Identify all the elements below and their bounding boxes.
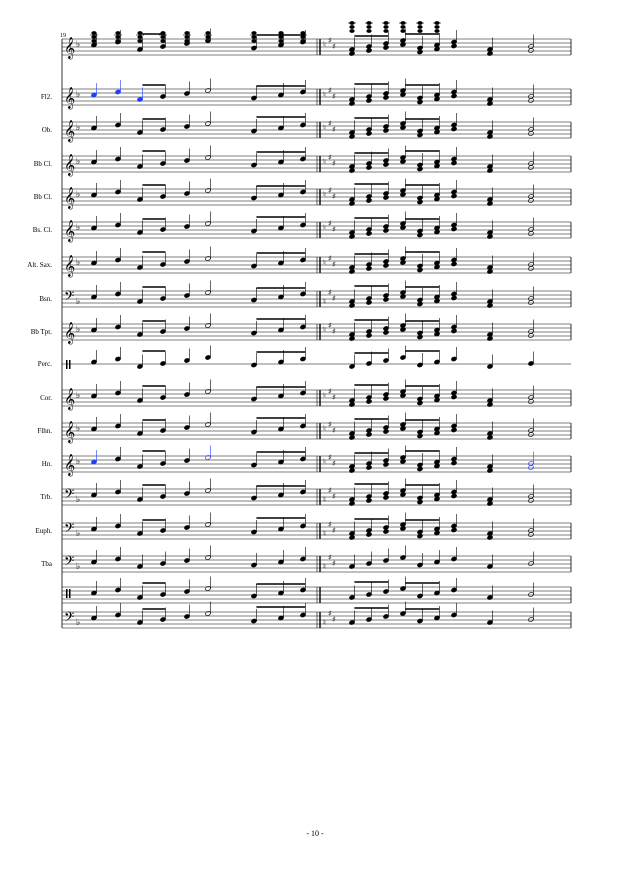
- note-head: [366, 532, 372, 537]
- sharp-icon: ♯: [332, 192, 336, 201]
- flat-icon: ♭: [76, 90, 81, 100]
- note-head: [383, 396, 389, 401]
- sharp-icon: ♯: [328, 254, 332, 263]
- note-head: [400, 426, 406, 431]
- note-head: [383, 195, 389, 200]
- note-head: [366, 465, 372, 470]
- note-head: [487, 201, 493, 206]
- bass-clef-icon: 𝄢: [64, 486, 75, 505]
- natural-icon: ♮: [323, 495, 326, 504]
- note-head: [278, 39, 283, 43]
- note-head: [366, 498, 372, 503]
- note-head: [366, 432, 372, 437]
- percussion-clef-icon: [66, 360, 68, 369]
- note-head: [528, 532, 534, 537]
- note-head: [451, 493, 457, 498]
- note-head: [400, 492, 406, 497]
- natural-icon: ♮: [323, 297, 326, 306]
- note-head: [487, 435, 493, 440]
- note-head: [349, 51, 355, 56]
- treble-clef-icon: 𝄞: [64, 120, 76, 142]
- note-head: [400, 327, 406, 332]
- note-head: [349, 234, 355, 239]
- instrument-label: Tba: [41, 560, 52, 568]
- note-head: [400, 393, 406, 398]
- sharp-icon: ♯: [328, 453, 332, 462]
- note-head: [184, 35, 189, 39]
- note-head: [400, 29, 405, 33]
- sharp-icon: ♯: [328, 219, 332, 228]
- note-head: [349, 501, 355, 506]
- note-head: [300, 39, 305, 43]
- note-head: [349, 201, 355, 206]
- note-head: [383, 45, 389, 50]
- note-head: [137, 39, 142, 43]
- flat-icon: ♭: [76, 40, 81, 50]
- bass-clef-icon: 𝄢: [64, 609, 75, 628]
- sharp-icon: ♯: [332, 260, 336, 269]
- note-head: [278, 35, 283, 39]
- natural-icon: ♮: [323, 529, 326, 538]
- sharp-icon: ♯: [332, 294, 336, 303]
- note-head: [417, 433, 423, 438]
- note-head: [366, 29, 371, 33]
- sharp-icon: ♯: [328, 86, 332, 95]
- note-head: [487, 168, 493, 173]
- note-head: [487, 134, 493, 139]
- note-head: [366, 198, 372, 203]
- staff-14: [40, 479, 571, 507]
- note-head: [417, 29, 422, 33]
- note-head: [528, 48, 534, 53]
- natural-icon: ♮: [323, 223, 326, 232]
- sharp-icon: ♯: [328, 387, 332, 396]
- note-head: [400, 92, 406, 97]
- flat-icon: ♭: [76, 618, 81, 628]
- sharp-icon: ♯: [332, 92, 336, 101]
- staff-7: [27, 247, 571, 279]
- note-head: [528, 333, 534, 338]
- staff-10: [38, 346, 571, 370]
- note-head: [91, 35, 96, 39]
- note-head: [451, 295, 457, 300]
- instrument-label: Trb.: [40, 493, 52, 501]
- treble-clef-icon: 𝄞: [64, 154, 76, 176]
- note-head: [300, 31, 305, 35]
- staff-18: [62, 602, 571, 629]
- note-head: [115, 39, 120, 43]
- natural-icon: ♮: [323, 618, 326, 627]
- note-head: [451, 460, 457, 465]
- percussion-clef-icon: [69, 589, 71, 598]
- staff-6: [33, 212, 571, 244]
- note-head: [487, 336, 493, 341]
- staff-9: [31, 314, 571, 346]
- note-head: [400, 25, 405, 29]
- note-head: [417, 49, 423, 54]
- note-head: [137, 31, 142, 35]
- note-head: [383, 297, 389, 302]
- natural-icon: ♮: [323, 457, 326, 466]
- note-head: [349, 101, 355, 106]
- flat-icon: ♭: [76, 123, 81, 133]
- note-head: [160, 39, 165, 43]
- instrument-label: Euph.: [35, 527, 52, 535]
- note-head: [528, 399, 534, 404]
- note-head: [366, 231, 372, 236]
- note-head: [349, 468, 355, 473]
- note-head: [417, 166, 423, 171]
- staff-8: [39, 281, 571, 309]
- note-head: [417, 267, 423, 272]
- note-head: [487, 269, 493, 274]
- note-head: [451, 193, 457, 198]
- note-head: [137, 35, 142, 39]
- note-head: [251, 35, 256, 39]
- staff-2: [41, 79, 571, 111]
- sharp-icon: ♯: [332, 225, 336, 234]
- staff-12: [37, 413, 571, 445]
- note-head: [91, 39, 96, 43]
- sharp-icon: ♯: [332, 492, 336, 501]
- note-head: [451, 427, 457, 432]
- flat-icon: ♭: [76, 495, 81, 505]
- note-head: [383, 330, 389, 335]
- note-head: [349, 134, 355, 139]
- instrument-label: Flhn.: [37, 427, 52, 435]
- note-head: [383, 529, 389, 534]
- note-head: [528, 300, 534, 305]
- natural-icon: ♮: [323, 90, 326, 99]
- flat-icon: ♭: [76, 457, 81, 467]
- sharp-icon: ♯: [332, 327, 336, 336]
- natural-icon: ♮: [323, 562, 326, 571]
- note-head: [91, 31, 96, 35]
- treble-clef-icon: 𝄞: [64, 421, 76, 443]
- flat-icon: ♭: [76, 258, 81, 268]
- treble-clef-icon: 𝄞: [64, 220, 76, 242]
- note-head: [349, 535, 355, 540]
- note-head: [278, 31, 283, 35]
- note-head: [366, 131, 372, 136]
- note-head: [451, 261, 457, 266]
- sharp-icon: ♯: [332, 559, 336, 568]
- treble-clef-icon: 𝄞: [64, 322, 76, 344]
- flat-icon: ♭: [76, 562, 81, 572]
- note-head: [383, 495, 389, 500]
- sharp-icon: ♯: [328, 553, 332, 562]
- note-head: [487, 402, 493, 407]
- note-head: [115, 35, 120, 39]
- note-head: [487, 234, 493, 239]
- flat-icon: ♭: [76, 297, 81, 307]
- note-head: [349, 303, 355, 308]
- sharp-icon: ♯: [332, 159, 336, 168]
- bass-clef-icon: 𝄢: [64, 553, 75, 572]
- note-head: [434, 29, 439, 33]
- note-head: [383, 429, 389, 434]
- sharp-icon: ♯: [328, 520, 332, 529]
- note-head: [251, 31, 256, 35]
- natural-icon: ♮: [323, 190, 326, 199]
- note-head: [383, 128, 389, 133]
- staff-17: [62, 577, 571, 604]
- note-head: [160, 31, 165, 35]
- staff-11: [40, 380, 571, 412]
- note-head: [487, 468, 493, 473]
- note-head: [417, 99, 423, 104]
- note-head: [417, 466, 423, 471]
- note-head: [349, 29, 354, 33]
- treble-clef-icon: 𝄞: [64, 37, 76, 59]
- percussion-clef-icon: [69, 360, 71, 369]
- note-head: [528, 231, 534, 236]
- note-head: [366, 300, 372, 305]
- note-head: [417, 400, 423, 405]
- note-head: [349, 269, 355, 274]
- flat-icon: ♭: [76, 391, 81, 401]
- note-head: [528, 165, 534, 170]
- flat-icon: ♭: [76, 529, 81, 539]
- note-head: [383, 462, 389, 467]
- bass-clef-icon: 𝄢: [64, 520, 75, 539]
- note-head: [417, 334, 423, 339]
- treble-clef-icon: 𝄞: [64, 454, 76, 476]
- sharp-icon: ♯: [328, 321, 332, 330]
- flat-icon: ♭: [76, 424, 81, 434]
- note-head: [400, 260, 406, 265]
- note-head: [366, 98, 372, 103]
- natural-icon: ♮: [323, 123, 326, 132]
- note-head: [400, 192, 406, 197]
- staff-3: [42, 112, 571, 144]
- note-head: [349, 168, 355, 173]
- sharp-icon: ♯: [332, 42, 336, 51]
- note-head: [366, 266, 372, 271]
- note-head: [184, 39, 189, 43]
- note-head: [115, 31, 120, 35]
- note-head: [451, 394, 457, 399]
- natural-icon: ♮: [323, 157, 326, 166]
- instrument-label: Bsn.: [39, 295, 52, 303]
- instrument-label: Bb Cl.: [33, 160, 52, 168]
- note-head: [205, 39, 210, 43]
- note-head: [528, 498, 534, 503]
- note-head: [451, 328, 457, 333]
- treble-clef-icon: 𝄞: [64, 187, 76, 209]
- flat-icon: ♭: [76, 157, 81, 167]
- note-head: [528, 131, 534, 136]
- flat-icon: ♭: [76, 325, 81, 335]
- note-head: [383, 162, 389, 167]
- note-head: [349, 402, 355, 407]
- note-head: [349, 435, 355, 440]
- instrument-label: Perc.: [37, 360, 52, 368]
- treble-clef-icon: 𝄞: [64, 388, 76, 410]
- instrument-label: Bb Cl.: [33, 193, 52, 201]
- treble-clef-icon: 𝄞: [64, 87, 76, 109]
- note-head: [366, 48, 372, 53]
- note-head: [451, 527, 457, 532]
- note-head: [400, 42, 406, 47]
- natural-icon: ♮: [323, 391, 326, 400]
- sharp-icon: ♯: [328, 609, 332, 618]
- instrument-label: Fl2.: [40, 93, 52, 101]
- note-head: [400, 294, 406, 299]
- measure-number: 19: [60, 33, 66, 39]
- instrument-label: Bs. Cl.: [32, 226, 52, 234]
- note-head: [383, 95, 389, 100]
- sharp-icon: ♯: [332, 426, 336, 435]
- note-head: [366, 165, 372, 170]
- treble-clef-icon: 𝄞: [64, 255, 76, 277]
- note-head: [383, 228, 389, 233]
- note-head: [417, 199, 423, 204]
- sharp-icon: ♯: [332, 526, 336, 535]
- instrument-label: Bb Tpt.: [30, 328, 52, 336]
- note-head: [451, 160, 457, 165]
- note-head: [400, 125, 406, 130]
- note-head: [434, 25, 439, 29]
- note-head: [451, 93, 457, 98]
- natural-icon: ♮: [323, 325, 326, 334]
- staff-13: [42, 446, 571, 478]
- sharp-icon: ♯: [328, 288, 332, 297]
- note-head: [400, 159, 406, 164]
- note-head: [528, 432, 534, 437]
- natural-icon: ♮: [323, 258, 326, 267]
- note-head: [366, 399, 372, 404]
- note-head: [487, 303, 493, 308]
- note-head: [349, 25, 354, 29]
- note-head: [383, 25, 388, 29]
- note-head: [300, 35, 305, 39]
- note-head: [417, 533, 423, 538]
- staff-5: [34, 179, 571, 211]
- percussion-clef-icon: [66, 589, 68, 598]
- sharp-icon: ♯: [328, 36, 332, 45]
- sharp-icon: ♯: [328, 119, 332, 128]
- instrument-label: Ob.: [41, 126, 52, 134]
- note-head: [400, 225, 406, 230]
- note-head: [383, 263, 389, 268]
- sharp-icon: ♯: [328, 186, 332, 195]
- instrument-label: Hn.: [41, 460, 52, 468]
- page-number: - 10 -: [306, 829, 324, 838]
- note-head: [184, 31, 189, 35]
- sharp-icon: ♯: [328, 486, 332, 495]
- note-head: [451, 226, 457, 231]
- note-head: [366, 25, 371, 29]
- natural-icon: ♮: [323, 40, 326, 49]
- note-head: [528, 198, 534, 203]
- sharp-icon: ♯: [332, 393, 336, 402]
- note-head: [400, 459, 406, 464]
- sharp-icon: ♯: [332, 459, 336, 468]
- note-head: [400, 526, 406, 531]
- flat-icon: ♭: [76, 190, 81, 200]
- note-head: [417, 25, 422, 29]
- note-head: [417, 499, 423, 504]
- note-head: [383, 29, 388, 33]
- note-head: [487, 101, 493, 106]
- note-head: [205, 31, 210, 35]
- note-head: [366, 333, 372, 338]
- instrument-label: Alt. Sax.: [27, 261, 52, 269]
- sharp-icon: ♯: [328, 420, 332, 429]
- note-head: [417, 132, 423, 137]
- note-head: [487, 535, 493, 540]
- note-head: [160, 35, 165, 39]
- note-head: [417, 232, 423, 237]
- note-head: [349, 336, 355, 341]
- bass-clef-icon: 𝄢: [64, 288, 75, 307]
- sharp-icon: ♯: [328, 153, 332, 162]
- sharp-icon: ♯: [332, 615, 336, 624]
- staff-16: [41, 546, 571, 573]
- note-head: [528, 465, 534, 470]
- flat-icon: ♭: [76, 223, 81, 233]
- natural-icon: ♮: [323, 424, 326, 433]
- instrument-label: Cor.: [40, 394, 52, 402]
- note-head: [205, 35, 210, 39]
- note-head: [528, 266, 534, 271]
- staff-4: [34, 146, 571, 178]
- sharp-icon: ♯: [332, 125, 336, 134]
- note-head: [251, 39, 256, 43]
- staff-15: [35, 513, 571, 541]
- note-head: [417, 301, 423, 306]
- note-head: [451, 126, 457, 131]
- note-head: [487, 501, 493, 506]
- note-head: [451, 43, 457, 48]
- note-head: [487, 51, 493, 56]
- note-head: [528, 98, 534, 103]
